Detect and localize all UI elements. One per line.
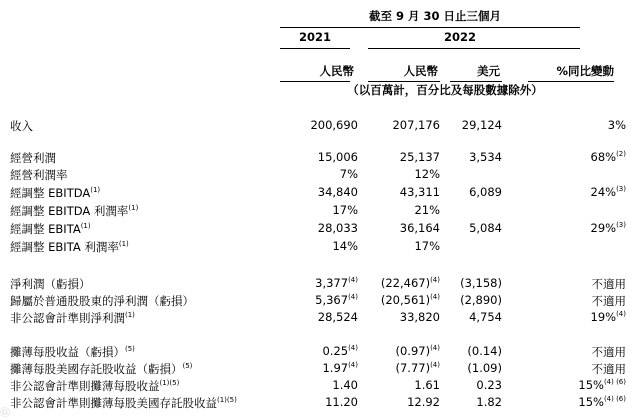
row-label bbox=[10, 221, 270, 237]
cell-yoy bbox=[500, 344, 626, 360]
cell-usd-value: 5,084 bbox=[469, 221, 502, 235]
cell-rmb-2022-value: 17% bbox=[414, 239, 440, 253]
col-rmb-2021-heading: 人民幣 bbox=[319, 64, 354, 78]
cell-yoy bbox=[500, 378, 626, 392]
cell-rmb-2021-value: 3,377 bbox=[315, 276, 349, 290]
cell-rmb-2022-value: (7.77) bbox=[395, 361, 431, 375]
cell-rmb-2022-value: (0.97) bbox=[395, 344, 431, 358]
year-2021-underline bbox=[280, 48, 350, 49]
cell-rmb-2021-value: 34,840 bbox=[317, 185, 358, 199]
cell-rmb-2022-value: 36,164 bbox=[399, 221, 440, 235]
cell-rmb-2021-value: 5,367 bbox=[315, 293, 349, 307]
cell-yoy-value: 不適用 bbox=[591, 345, 626, 359]
unit-note: （以百萬計，百分比及每股數據除外） bbox=[347, 83, 543, 97]
row-label bbox=[10, 378, 270, 394]
cell-usd bbox=[420, 150, 502, 164]
cell-rmb-2022-value: 207,176 bbox=[392, 118, 440, 132]
row-label-value: 攤薄每股收益（虧損） bbox=[10, 345, 125, 359]
cell-yoy-value: 24% bbox=[590, 185, 617, 199]
row-label-value: 經調整 EBITDA bbox=[10, 186, 91, 200]
cell-usd-value: 29,124 bbox=[461, 118, 502, 132]
cell-rmb-2022-value: 12% bbox=[414, 167, 440, 181]
row-label-value: 經調整 EBITDA 利潤率 bbox=[10, 204, 129, 218]
cell-yoy-footnote: (4) (6) bbox=[603, 378, 626, 387]
cell-rmb-2022 bbox=[340, 203, 440, 217]
cell-rmb-2022-value: 25,137 bbox=[399, 150, 440, 164]
cell-rmb-2021-footnote: (4) bbox=[348, 276, 358, 285]
row-label bbox=[10, 310, 270, 326]
cell-yoy bbox=[500, 310, 626, 324]
row-label-value: 非公認會計準則攤薄每股收益 bbox=[10, 379, 160, 393]
cell-rmb-2022-value: (22,467) bbox=[380, 276, 431, 290]
cell-usd bbox=[420, 310, 502, 324]
cell-rmb-2021-value: 7% bbox=[339, 167, 358, 181]
row-label-value: 非公認會計準則攤薄每股美國存託股收益 bbox=[10, 396, 217, 410]
cell-yoy-value: 不適用 bbox=[591, 362, 626, 376]
cell-rmb-2021-value: 0.25 bbox=[322, 344, 349, 358]
cell-rmb-2021-footnote: (4) bbox=[348, 293, 358, 302]
cell-yoy bbox=[500, 276, 626, 292]
cell-usd-value: 1.82 bbox=[476, 395, 502, 409]
cell-yoy-footnote: (4) bbox=[616, 310, 626, 319]
cell-yoy-footnote: (4) (6) bbox=[603, 395, 626, 404]
cell-rmb-2021-value: 200,690 bbox=[310, 118, 358, 132]
cell-usd-value: 0.23 bbox=[476, 378, 502, 392]
cell-rmb-2021-value: 17% bbox=[332, 203, 358, 217]
row-label bbox=[10, 293, 270, 309]
cell-yoy-value: 不適用 bbox=[591, 294, 626, 308]
period-heading: 截至 9 月 30 日止三個月 bbox=[368, 9, 502, 23]
cell-rmb-2021-value: 14% bbox=[332, 239, 358, 253]
row-label-footnote: (1) bbox=[125, 311, 135, 320]
col-rmb-2022-heading: 人民幣 bbox=[403, 64, 438, 78]
cell-usd bbox=[420, 185, 502, 199]
cell-yoy bbox=[500, 221, 626, 235]
row-label bbox=[10, 203, 270, 219]
cell-rmb-2021-footnote: (4) bbox=[348, 344, 358, 353]
row-label-value: 經營利潤 bbox=[10, 151, 56, 165]
cell-rmb-2022-value: 21% bbox=[414, 203, 440, 217]
row-label bbox=[10, 276, 270, 292]
row-label bbox=[10, 118, 270, 134]
row-label-value: 非公認會計準則淨利潤 bbox=[10, 311, 125, 325]
cell-rmb-2021-value: 11.20 bbox=[325, 395, 358, 409]
cell-usd-value: 3,534 bbox=[469, 150, 502, 164]
row-label-value: 收入 bbox=[10, 119, 33, 133]
cell-rmb-2022 bbox=[340, 167, 440, 181]
cell-rmb-2021-value: 28,524 bbox=[317, 310, 358, 324]
cell-rmb-2022-value: (20,561) bbox=[380, 293, 431, 307]
cell-rmb-2021-value: 1.97 bbox=[322, 361, 349, 375]
cell-yoy-value: 15% bbox=[578, 378, 604, 392]
cell-usd bbox=[420, 293, 502, 307]
row-label-footnote: (1) bbox=[118, 240, 129, 249]
cell-usd bbox=[420, 118, 502, 132]
cell-usd bbox=[420, 344, 502, 358]
row-label-footnote: (1)(5) bbox=[217, 396, 237, 405]
period-underline bbox=[280, 27, 580, 28]
cell-usd-value: (1.09) bbox=[467, 361, 502, 375]
cell-yoy bbox=[500, 118, 626, 132]
cell-yoy bbox=[500, 395, 626, 409]
cell-rmb-2022-footnote: (4) bbox=[430, 293, 440, 302]
cell-usd bbox=[420, 395, 502, 409]
row-label-value: 經營利潤率 bbox=[10, 168, 68, 182]
cell-yoy bbox=[500, 293, 626, 309]
cell-yoy-footnote: (3) bbox=[616, 185, 626, 194]
row-label bbox=[10, 395, 270, 411]
row-label bbox=[10, 239, 270, 255]
row-label-footnote: (1) bbox=[90, 186, 101, 195]
year-2021-heading: 2021 bbox=[298, 30, 331, 44]
cell-rmb-2022-value: 43,311 bbox=[399, 185, 440, 199]
row-label-value: 經調整 EBITA 利潤率 bbox=[10, 240, 119, 254]
cell-yoy-value: 68% bbox=[590, 150, 617, 164]
year-2022-underline bbox=[368, 48, 580, 49]
row-label-footnote: (1)(5) bbox=[159, 379, 180, 388]
col-yoy-heading: %同比變動 bbox=[556, 64, 614, 78]
cell-rmb-2022-value: 33,820 bbox=[399, 310, 440, 324]
cell-rmb-2022-footnote: (4) bbox=[430, 276, 440, 285]
cell-yoy-value: 29% bbox=[590, 221, 617, 235]
cell-usd bbox=[420, 361, 502, 375]
cell-usd-value: 4,754 bbox=[469, 310, 502, 324]
cell-yoy-footnote: (3) bbox=[616, 221, 626, 230]
cell-usd-value: (0.14) bbox=[467, 344, 502, 358]
cell-usd-value: (2,890) bbox=[460, 293, 502, 307]
watermark: Ⓖ bbox=[0, 408, 10, 419]
cell-rmb-2022-footnote: (4) bbox=[430, 361, 440, 370]
cell-yoy bbox=[500, 185, 626, 199]
cell-rmb-2021-value: 28,033 bbox=[317, 221, 358, 235]
cell-rmb-2022-footnote: (4) bbox=[430, 344, 440, 353]
row-label bbox=[10, 150, 270, 166]
cell-usd bbox=[420, 221, 502, 235]
cell-rmb-2022-value: 1.61 bbox=[414, 378, 440, 392]
cell-usd-value: 6,089 bbox=[469, 185, 502, 199]
row-label-footnote: (1) bbox=[128, 204, 139, 213]
row-label-value: 歸屬於普通股股東的淨利潤（虧損） bbox=[10, 294, 194, 308]
row-label bbox=[10, 361, 270, 377]
year-2022-heading: 2022 bbox=[443, 30, 476, 44]
row-label bbox=[10, 185, 270, 201]
cell-yoy-value: 不適用 bbox=[591, 277, 626, 291]
cell-rmb-2022 bbox=[340, 239, 440, 253]
cell-rmb-2021-value: 1.40 bbox=[332, 378, 358, 392]
cell-yoy-value: 3% bbox=[607, 118, 626, 132]
cell-yoy-value: 15% bbox=[578, 395, 604, 409]
cell-yoy bbox=[500, 150, 626, 164]
row-label bbox=[10, 167, 270, 183]
row-label-value: 淨利潤（虧損） bbox=[10, 277, 91, 291]
cell-rmb-2021-footnote: (4) bbox=[348, 361, 358, 370]
cell-rmb-2021-value: 15,006 bbox=[317, 150, 358, 164]
row-label-footnote: (1) bbox=[80, 222, 91, 231]
cell-yoy-footnote: (2) bbox=[616, 150, 626, 159]
row-label-footnote: (5) bbox=[125, 345, 135, 354]
col-usd-heading: 美元 bbox=[477, 64, 500, 78]
row-label-value: 攤薄每股美國存託股收益（虧損） bbox=[10, 362, 183, 376]
cell-rmb-2022-value: 12.92 bbox=[407, 395, 440, 409]
cell-usd bbox=[420, 378, 502, 392]
row-label-footnote: (5) bbox=[182, 362, 193, 371]
row-label bbox=[10, 344, 270, 360]
cell-yoy bbox=[500, 361, 626, 377]
row-label-value: 經調整 EBITA bbox=[10, 222, 81, 236]
cell-usd bbox=[420, 276, 502, 290]
cell-usd-value: (3,158) bbox=[460, 276, 502, 290]
cell-yoy-value: 19% bbox=[590, 310, 617, 324]
